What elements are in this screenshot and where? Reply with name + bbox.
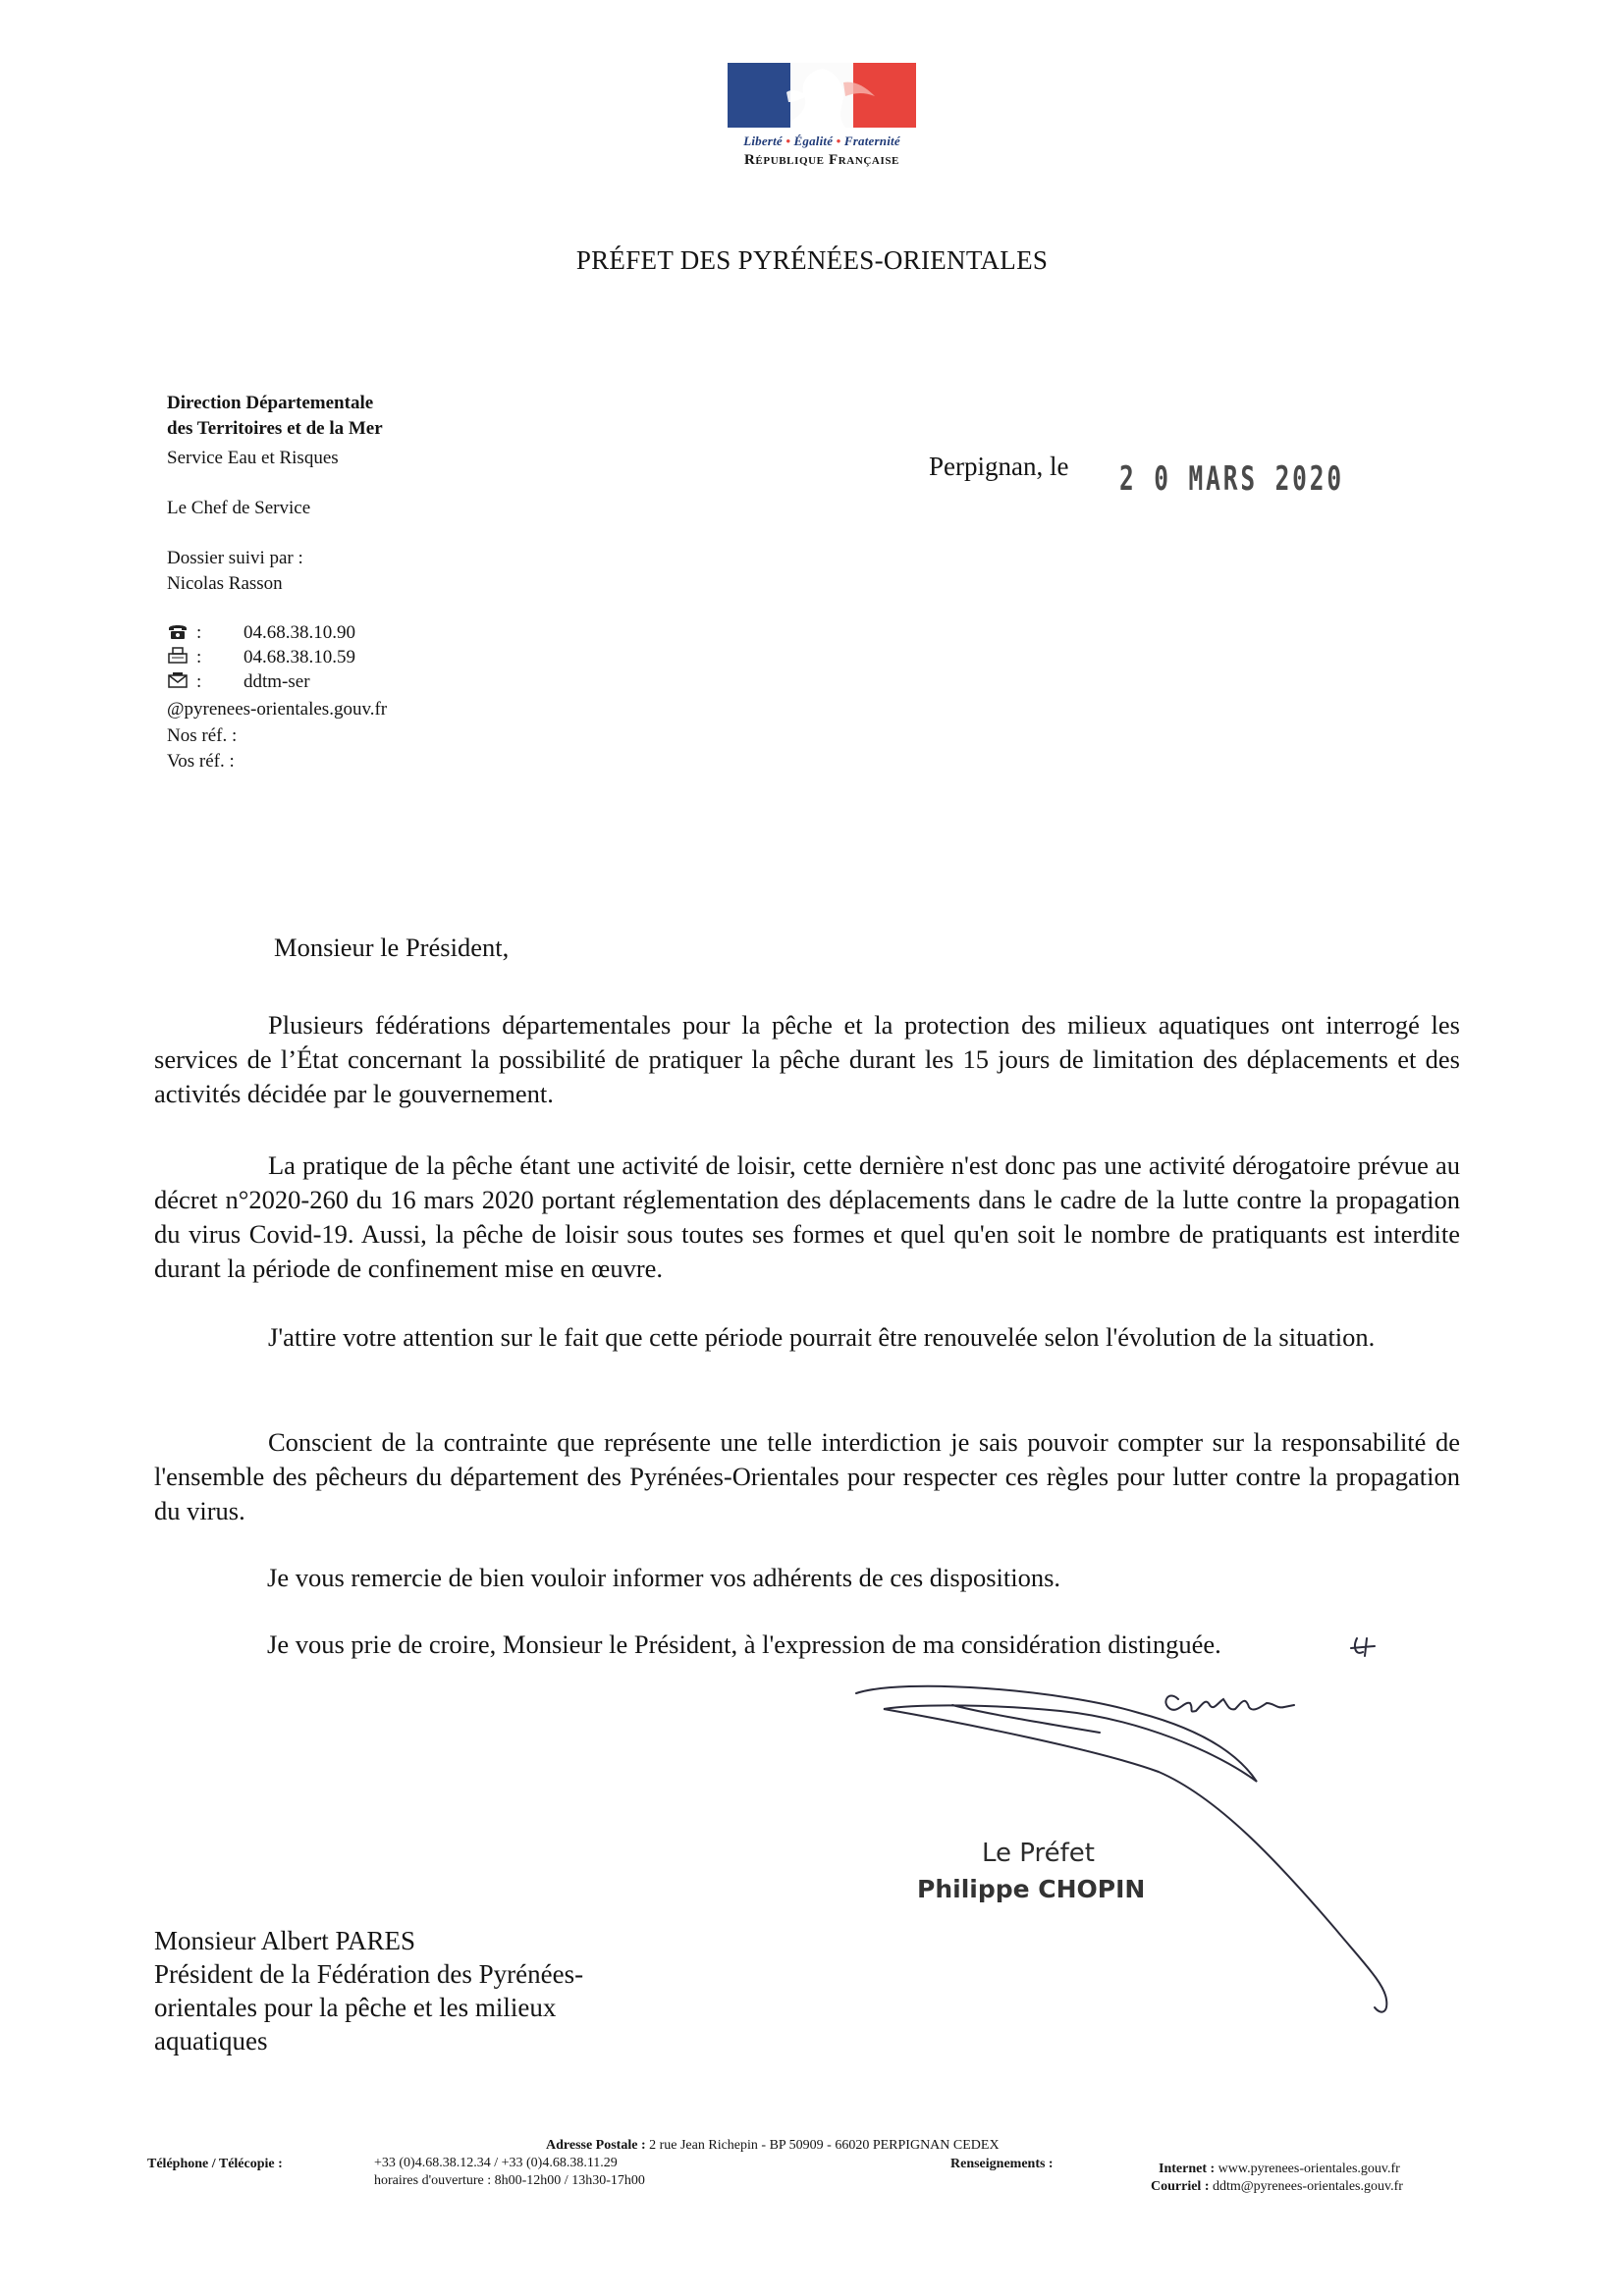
tricolor-flag-icon: [728, 63, 916, 128]
place-label: Perpignan, le: [929, 452, 1069, 481]
motto-liberte: Liberté: [743, 133, 783, 148]
recipient-title-line2: orientales pour la pêche et les milieux: [154, 1993, 557, 2022]
footer-internet-label: Internet :: [1159, 2162, 1216, 2176]
document-title: PRÉFET DES PYRÉNÉES-ORIENTALES: [575, 245, 1049, 275]
republic-motto: [728, 133, 916, 149]
recipient-title-line3: aquatiques: [154, 2026, 268, 2056]
motto-separator: •: [836, 133, 841, 148]
phone-separator: :: [196, 622, 202, 643]
footer-phone-label: Téléphone / Télécopie :: [147, 2157, 283, 2171]
signature-role: Le Préfet: [982, 1839, 1095, 1868]
closing-line: Je vous prie de croire, Monsieur le Président, à l'expression de ma considération distinguée.: [267, 1629, 1221, 1659]
followed-by-label: Dossier suivi par :: [167, 548, 303, 568]
signature-name: Philippe CHOPIN: [917, 1875, 1146, 1903]
fax-icon: [167, 647, 194, 670]
footer-mail: [1151, 2178, 1403, 2195]
sender-chief: Le Chef de Service: [167, 498, 311, 518]
recipient-name: Monsieur Albert PARES: [154, 1926, 416, 1955]
body-paragraph-2: La pratique de la pêche étant une activité de loisir, cette dernière n'est donc pas une activité dérogatoire prévue au décret n°2020-260 du 16 mars 2020 portant réglementation des déplacements dans le cadre de la lutte contre la propagation du virus Covid-19. Aussi, la pêche de loisir sous toutes ses formes et quel qu'en soit le nombre de pratiquants est interdite durant la période de confinement mise en œuvre.: [154, 1150, 1460, 1283]
body-paragraph-4: Conscient de la contrainte que représente une telle interdiction je sais pouvoir compter sur la responsabilité de l'ensemble des pêcheurs du département des Pyrénées-Orientales pour respecter ces règles pour lutter contre la propagation du virus.: [154, 1427, 1460, 1525]
handwritten-signature: [844, 1634, 1434, 2027]
sender-org-line1: Direction Départementale: [167, 393, 374, 413]
our-reference: Nos réf. :: [167, 725, 238, 746]
fax-separator: :: [196, 647, 202, 667]
footer-internet-link[interactable]: www.pyrenees-orientales.gouv.fr: [1218, 2162, 1400, 2176]
marianne-profile-icon: [728, 63, 916, 128]
motto-separator: •: [785, 133, 791, 148]
footer-address-label: Adresse Postale :: [546, 2138, 646, 2153]
footer-mail-label: Courriel :: [1151, 2179, 1210, 2194]
email-icon: [167, 671, 194, 695]
email-user: ddtm-ser: [244, 671, 310, 692]
footer-phones: +33 (0)4.68.38.12.34 / +33 (0)4.68.38.11.29: [374, 2156, 618, 2170]
footer-mail-link[interactable]: ddtm@pyrenees-orientales.gouv.fr: [1212, 2179, 1403, 2194]
motto-egalite: Égalité: [793, 133, 834, 148]
footer-address: [546, 2137, 1000, 2154]
telephone-icon: [167, 622, 194, 646]
salutation: Monsieur le Président,: [274, 933, 510, 962]
footer-internet: [1159, 2161, 1400, 2177]
followed-by-name: Nicolas Rasson: [167, 573, 283, 594]
phone-number: 04.68.38.10.90: [244, 622, 355, 643]
footer-address-value: 2 rue Jean Richepin - BP 50909 - 66020 PERPIGNAN CEDEX: [649, 2138, 1000, 2153]
footer-info-label: Renseignements :: [950, 2157, 1054, 2171]
recipient-title-line1: Président de la Fédération des Pyrénées-: [154, 1959, 584, 1989]
body-paragraph-3: J'attire votre attention sur le fait que cette période pourrait être renouvelée selon l'évolution de la situation.: [268, 1322, 1376, 1352]
thanks-line: Je vous remercie de bien vouloir informer vos adhérents de ces dispositions.: [267, 1563, 1061, 1592]
motto-fraternite: Fraternité: [843, 133, 900, 148]
body-paragraph-1: Plusieurs fédérations départementales pour la pêche et la protection des milieux aquatiques ont interrogé les services de l’État concernant la possibilité de pratiquer la pêche durant les 15 jours de limitation des déplacements et des activités décidée par le gouvernement.: [154, 1010, 1460, 1108]
email-separator: :: [196, 671, 202, 692]
your-reference: Vos réf. :: [167, 751, 235, 772]
marianne-logo: [728, 63, 916, 169]
republic-name: République Française: [744, 152, 899, 168]
sender-service: Service Eau et Risques: [167, 448, 339, 468]
sender-org-line2: des Territoires et de la Mer: [167, 418, 383, 439]
fax-number: 04.68.38.10.59: [244, 647, 355, 667]
recipient-block: [154, 1924, 704, 2057]
footer-hours: horaires d'ouverture : 8h00-12h00 / 13h30-17h00: [374, 2173, 645, 2188]
date-stamp: 2 0 MARS 2020: [1119, 459, 1345, 499]
email-domain: @pyrenees-orientales.gouv.fr: [167, 699, 388, 720]
